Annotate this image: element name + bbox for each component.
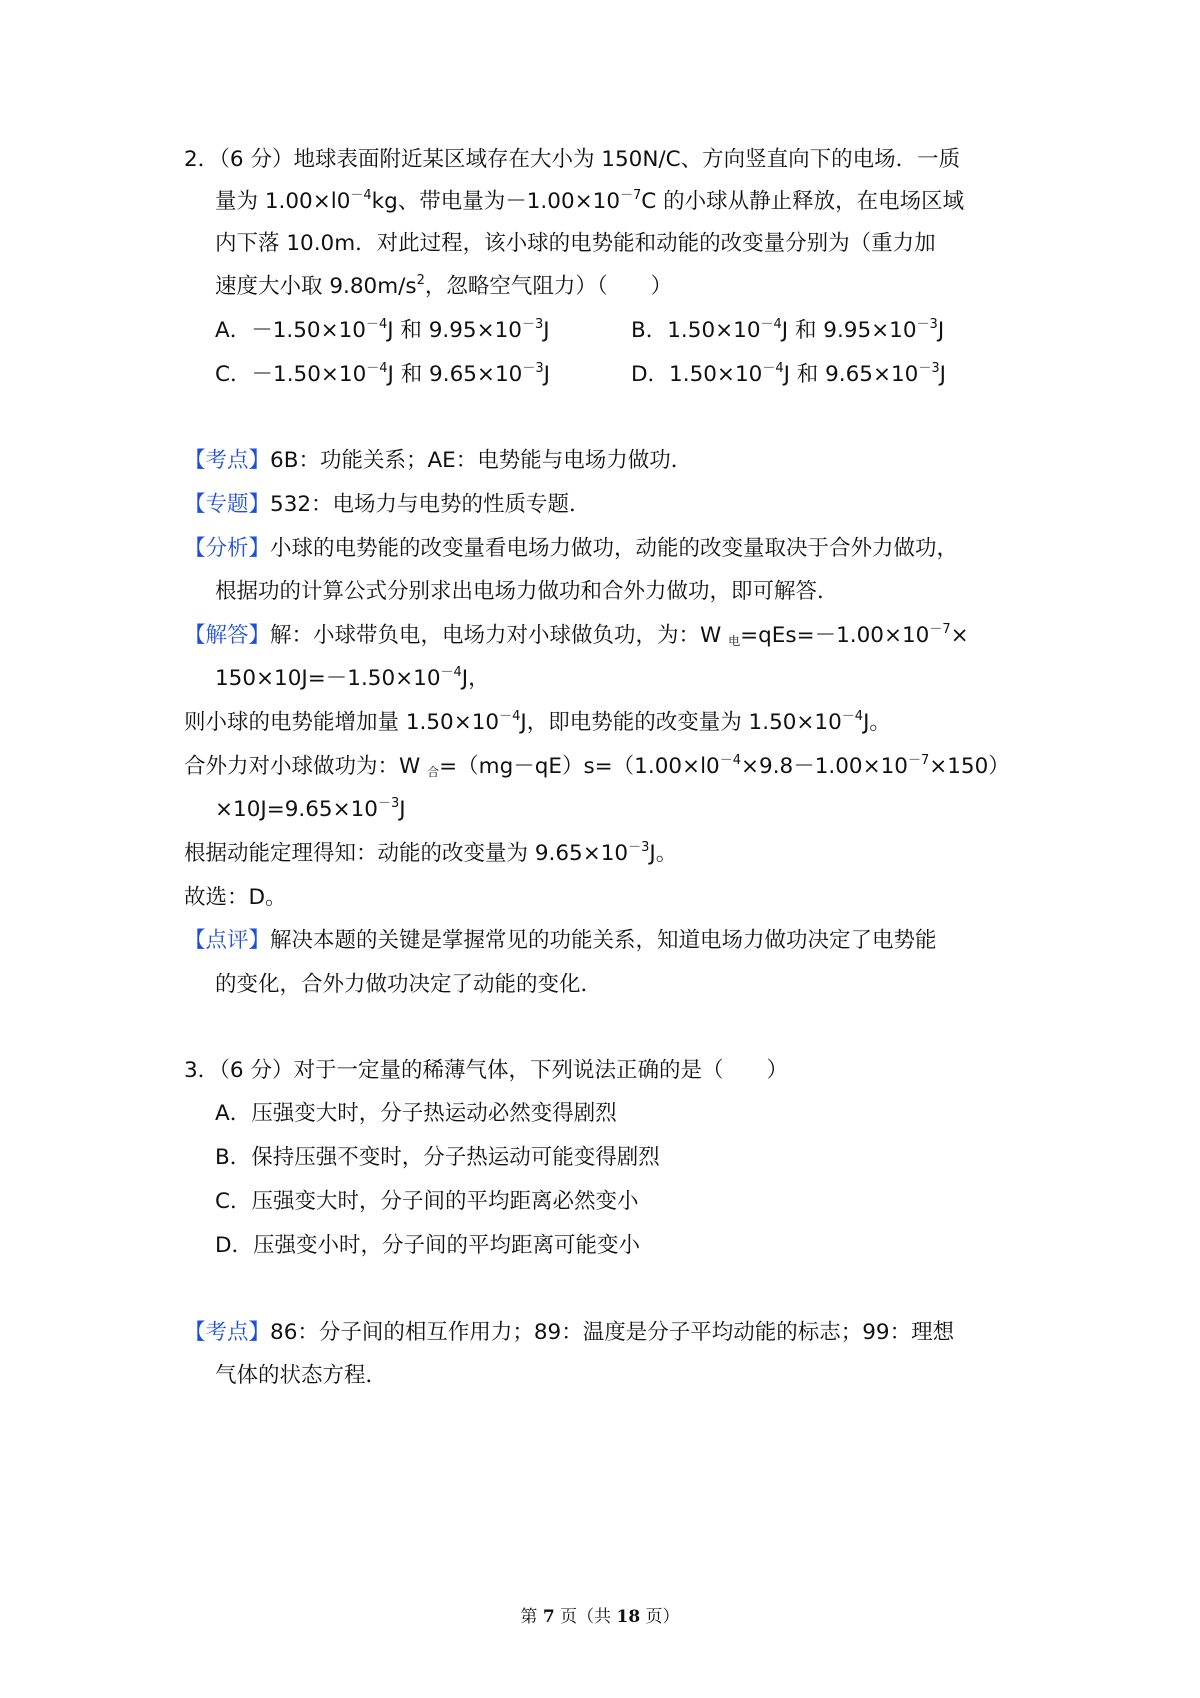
a2-kaodian: 【考点】6B：功能关系；AE：电势能与电场力做功． bbox=[184, 448, 693, 473]
fenxi-tag: 【分析】 bbox=[184, 536, 271, 561]
a3-kaodian-line-1: 【考点】86：分子间的相互作用力；89：温度是分子平均动能的标志；99：理想 bbox=[184, 1320, 955, 1345]
q2-stem-line-3: 内下落 10.0m．对此过程，该小球的电势能和动能的改变量分别为（重力加 bbox=[215, 231, 936, 256]
q3-option-b: B．保持压强不变时，分子热运动可能变得剧烈 bbox=[215, 1145, 660, 1170]
a2-dianping-line-1: 【点评】解决本题的关键是掌握常见的功能关系，知道电场力做功决定了电势能 bbox=[184, 928, 937, 953]
q2-option-b: B．$1.50\times 10^{-4}J$ 和 $9.95\times 10^{-3}J$ bbox=[631, 317, 945, 343]
q2-stem-line-2: 量为 $1.00\times l0^{-4}kg$、带电量为$-1.00\times 10^{-7}C$ 的小球从静止释放，在电场区域 bbox=[215, 188, 965, 214]
q2-stem-line-4: 速度大小取 $9.80m/s^2$，忽略空气阻力）（ ） bbox=[215, 273, 673, 299]
q2-option-d: D．$1.50\times 10^{-4}J$ 和 $9.65\times 10^{-3}J$ bbox=[631, 361, 946, 387]
q3-option-a: A．压强变大时，分子热运动必然变得剧烈 bbox=[215, 1101, 617, 1126]
q2-option-c: C．$-1.50\times 10^{-4}J$ 和 $9.65\times 10^{-3}J$ bbox=[215, 361, 550, 387]
zhuanti-tag: 【专题】 bbox=[184, 492, 271, 517]
q3-stem: 3．（6 分）对于一定量的稀薄气体，下列说法正确的是（ ） bbox=[184, 1058, 788, 1083]
a3-kaodian-line-2: 气体的状态方程． bbox=[215, 1363, 388, 1388]
a2-kinetic-change: 根据动能定理得知：动能的改变量为 $9.65\times 10^{-3}J$。 bbox=[184, 840, 678, 866]
a2-net-work-line-1: 合外力对小球做功为：W $_合=(mg-qE)s=(1.00\times l0^{-4}\times 9.8-1.00\times 10^{-7}\times 150)$ bbox=[184, 753, 1010, 779]
a2-energy-increase: 则小球的电势能增加量 $1.50\times 10^{-4}J$，即电势能的改变量为 $1.50\times 10^{-4}J$。 bbox=[184, 709, 891, 735]
page-number: 7 bbox=[542, 1607, 555, 1627]
kaodian-tag: 【考点】 bbox=[184, 448, 271, 473]
jieda-tag: 【解答】 bbox=[184, 623, 271, 648]
a2-fenxi-line-2: 根据功的计算公式分别求出电场力做功和合外力做功，即可解答． bbox=[215, 579, 839, 604]
q3-option-c: C．压强变大时，分子间的平均距离必然变小 bbox=[215, 1189, 639, 1214]
a2-net-work-line-2: $\times 10J=9.65\times 10^{-3}J$ bbox=[215, 796, 406, 822]
a2-dianping-line-2: 的变化，合外力做功决定了动能的变化． bbox=[215, 972, 603, 997]
kaodian-tag: 【考点】 bbox=[184, 1320, 271, 1345]
a2-jieda-line-2: $150\times 10J=-1.50\times 10^{-4}J$， bbox=[215, 665, 490, 691]
dianping-tag: 【点评】 bbox=[184, 928, 271, 953]
a2-zhuanti: 【专题】532：电场力与电势的性质专题． bbox=[184, 492, 591, 517]
page-total: 18 bbox=[616, 1607, 641, 1627]
a2-jieda-line-1: 【解答】解：小球带负电，电场力对小球做负功，为：W $_电=qEs=-1.00\times 10^{-7}\times$ bbox=[184, 622, 969, 648]
a2-fenxi-line-1: 【分析】小球的电势能的改变量看电场力做功，动能的改变量取决于合外力做功， bbox=[184, 536, 959, 561]
q2-option-a: A．$-1.50\times 10^{-4}J$ 和 $9.95\times 10^{-3}J$ bbox=[215, 317, 550, 343]
q3-option-d: D．压强变小时，分子间的平均距离可能变小 bbox=[215, 1233, 641, 1258]
a2-choice: 故选：D。 bbox=[184, 885, 287, 910]
q2-stem-line-1: 2．（6 分）地球表面附近某区域存在大小为 150N/C、方向竖直向下的电场．一质 bbox=[184, 147, 961, 172]
page-footer: 第 7 页（共 18 页） bbox=[520, 1607, 680, 1627]
